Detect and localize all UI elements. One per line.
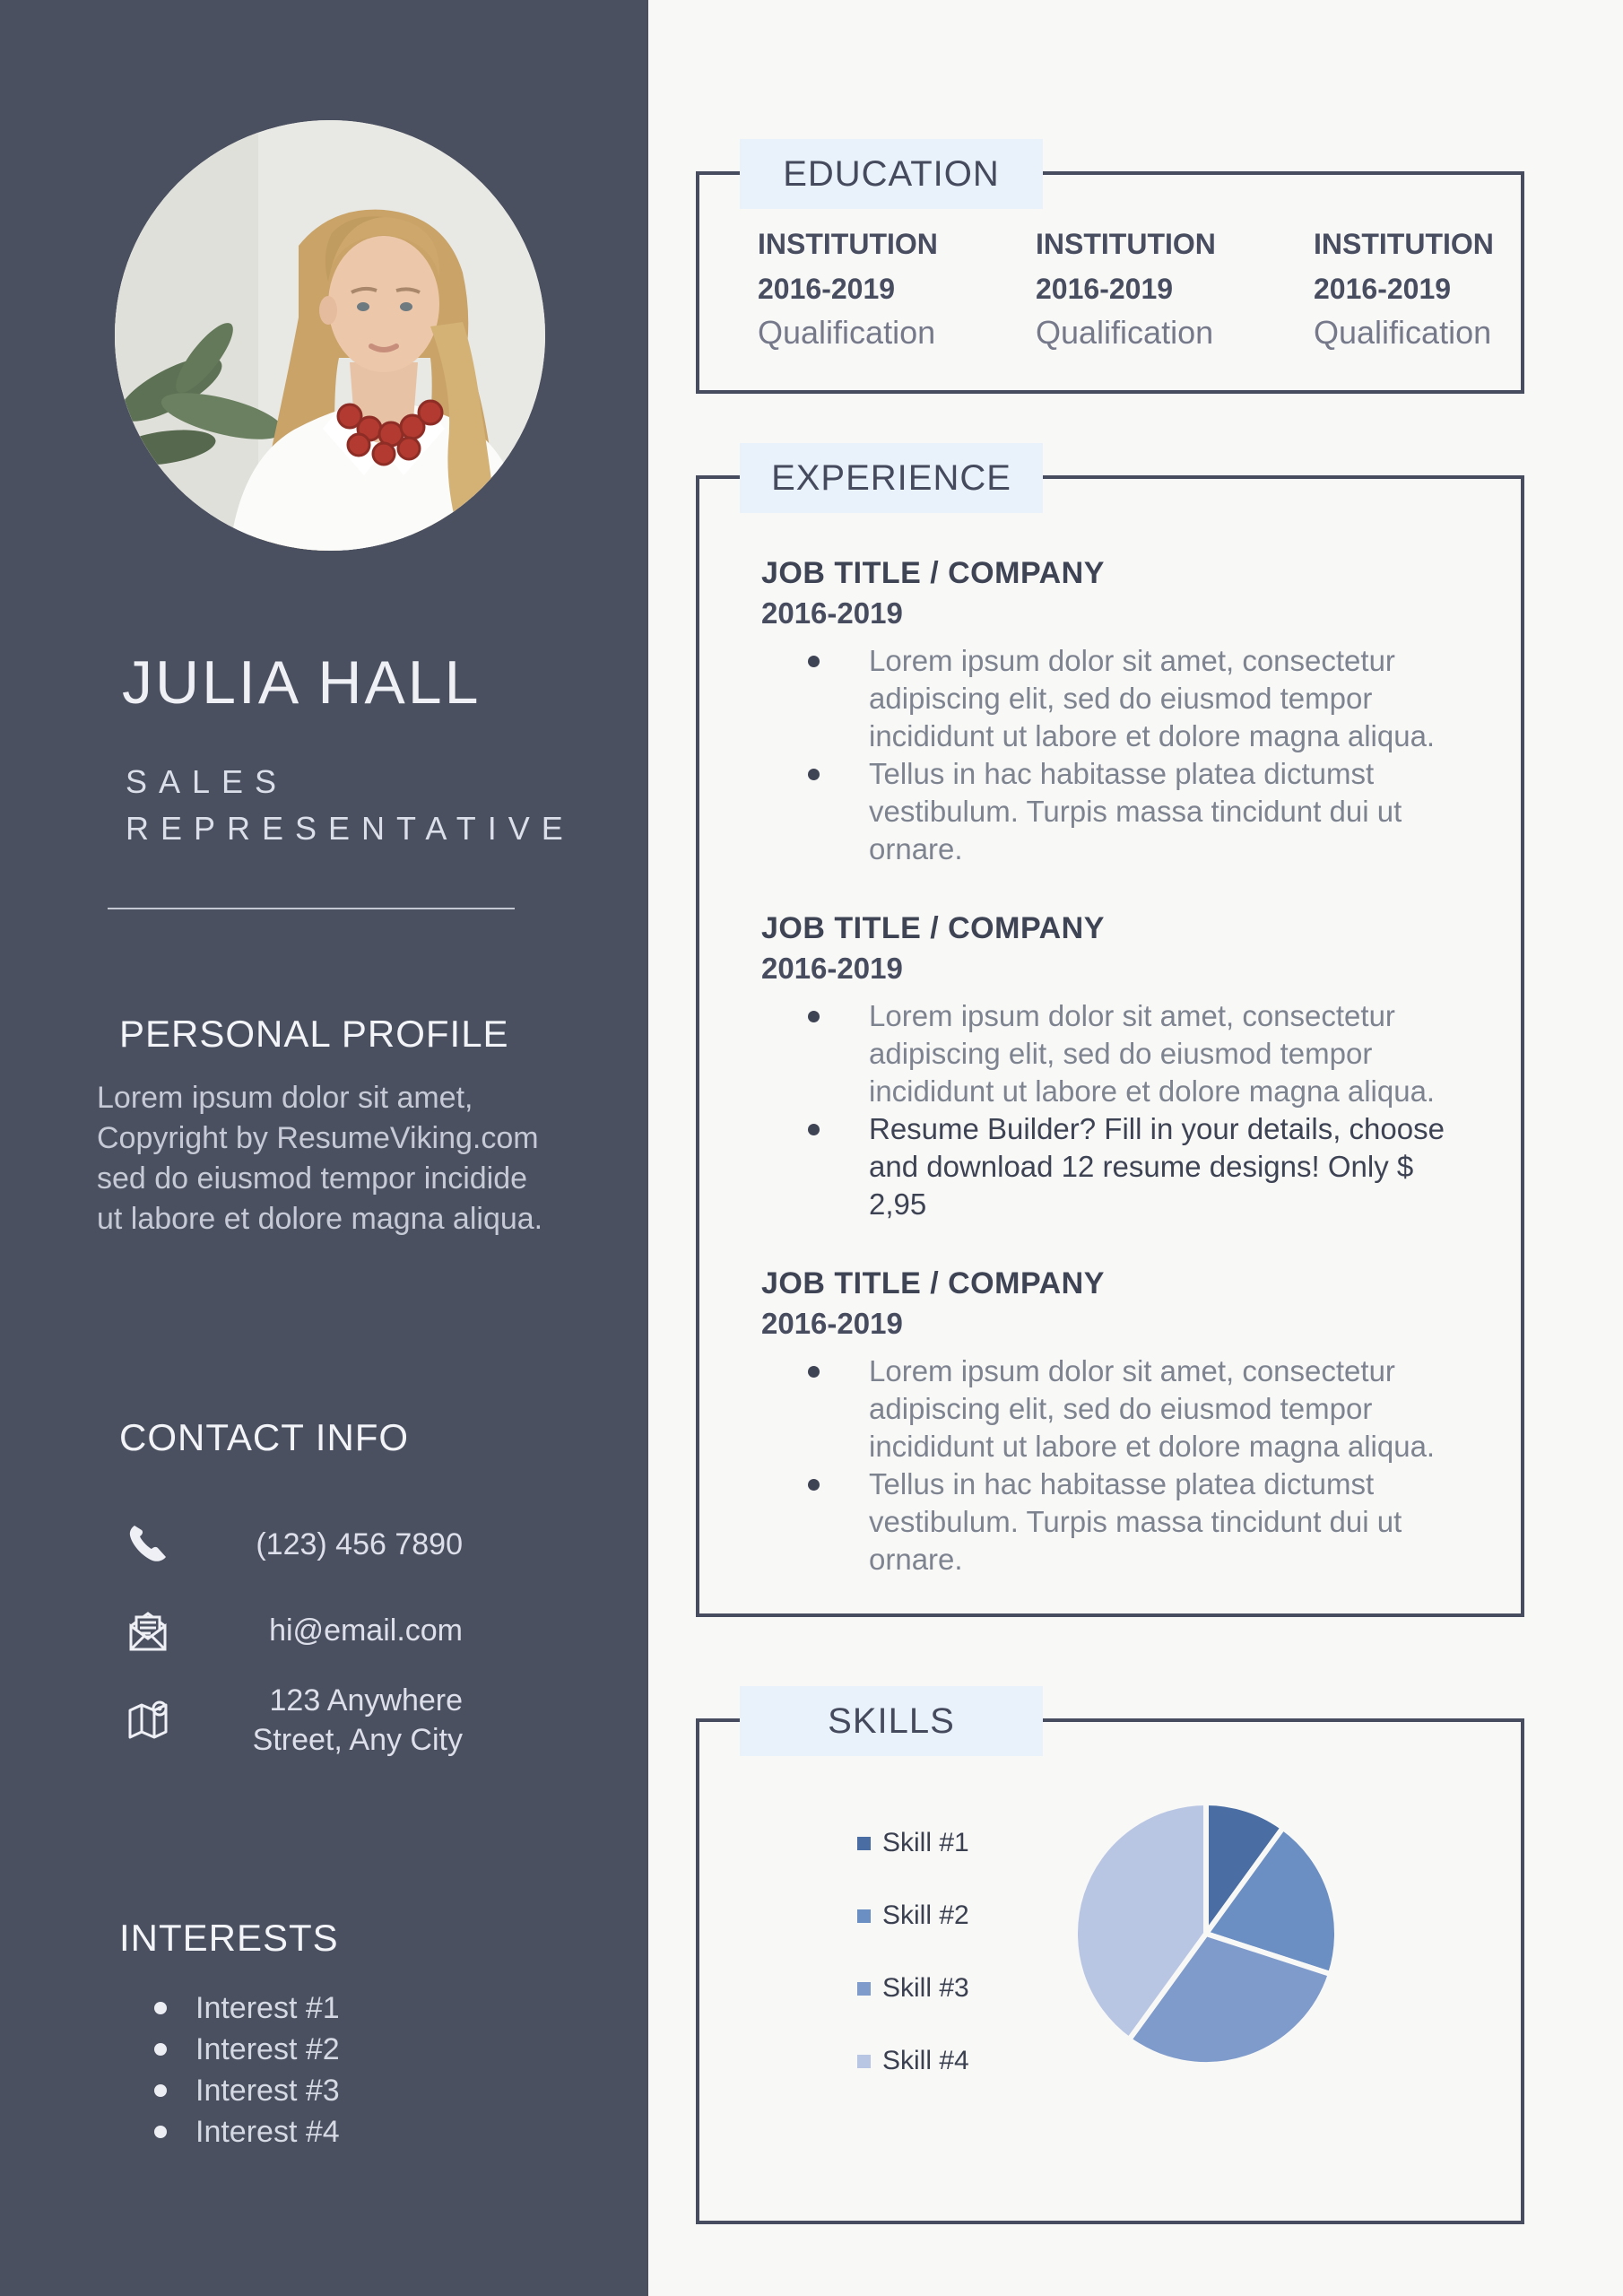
contact-info-heading: CONTACT INFO <box>119 1416 410 1458</box>
list-item: Interest #3 <box>154 2070 340 2111</box>
job-bullet-highlight: Resume Builder? Fill in your details, choose and download 12 resume designs! Only $ 2,95 <box>761 1110 1479 1223</box>
legend-item: Skill #2 <box>857 1902 969 1929</box>
legend-item: Skill #3 <box>857 1975 969 2002</box>
sidebar-divider <box>108 908 515 909</box>
experience-section-heading: EXPERIENCE <box>740 443 1043 513</box>
job-title: JOB TITLE / COMPANY <box>761 556 1105 590</box>
job-bullet: Tellus in hac habitasse platea dictumst vestibulum. Turpis massa tincidunt dui ut ornare. <box>761 755 1479 868</box>
education-entry: INSTITUTION 2016-2019 Qualification <box>1314 228 1494 351</box>
personal-profile-text: Lorem ipsum dolor sit amet, Copyright by ResumeViking.com sed do eiusmod tempor incidide ut labore et dolore magna aliqua. <box>97 1081 543 1236</box>
legend-swatch <box>857 1837 871 1850</box>
person-name: JULIA HALL <box>122 648 482 717</box>
person-job-title <box>126 759 575 852</box>
job-bullet: Lorem ipsum dolor sit amet, consectetur adipiscing elit, sed do eiusmod tempor incididunt ut labore et dolore magna aliqua. <box>761 1352 1479 1465</box>
list-item: Interest #2 <box>154 2029 340 2070</box>
contact-row-phone <box>124 1512 463 1577</box>
legend-swatch <box>857 1982 871 1996</box>
skills-legend <box>857 1830 969 2120</box>
legend-item: Skill #1 <box>857 1830 969 1857</box>
experience-jobs <box>761 552 1479 1618</box>
job-bullet: Lorem ipsum dolor sit amet, consectetur adipiscing elit, sed do eiusmod tempor incididunt ut labore et dolore magna aliqua. <box>761 997 1479 1110</box>
phone-value: (123) 456 7890 <box>256 1527 463 1561</box>
skills-section <box>696 1701 1524 2224</box>
job-title: JOB TITLE / COMPANY <box>761 1266 1105 1300</box>
contact-row-email <box>124 1598 463 1663</box>
legend-swatch <box>857 1909 871 1923</box>
job-bullets <box>761 1352 1479 1578</box>
email-envelope-icon <box>124 1606 172 1655</box>
email-value: hi@email.com <box>269 1613 463 1648</box>
job-period: 2016-2019 <box>761 596 903 630</box>
job-period: 2016-2019 <box>761 1307 903 1340</box>
list-item: Interest #1 <box>154 1987 340 2029</box>
list-item: Interest #4 <box>154 2111 340 2152</box>
contact-row-address <box>124 1675 463 1765</box>
interests-heading: INTERESTS <box>119 1917 339 1959</box>
phone-icon <box>124 1520 172 1569</box>
job-bullet: Lorem ipsum dolor sit amet, consectetur adipiscing elit, sed do eiusmod tempor incididunt ut labore et dolore magna aliqua. <box>761 642 1479 755</box>
education-entry: INSTITUTION 2016-2019 Qualification <box>758 228 938 351</box>
interests-list <box>154 1987 340 2152</box>
job-title-line2: REPRESENTATIVE <box>126 810 575 848</box>
education-section <box>696 154 1524 394</box>
job-bullets <box>761 997 1479 1223</box>
skills-pie-chart <box>1072 1799 1341 2068</box>
job-title: JOB TITLE / COMPANY <box>761 911 1105 945</box>
job-entry <box>761 1263 1479 1578</box>
job-title-line1: SALES <box>126 763 289 800</box>
sidebar <box>0 0 648 2296</box>
education-section-heading: EDUCATION <box>740 139 1043 209</box>
profile-photo <box>115 120 545 551</box>
legend-item: Skill #4 <box>857 2048 969 2074</box>
address-value: 123 Anywhere Street, Any City <box>252 1683 463 1757</box>
job-entry <box>761 552 1479 868</box>
job-bullets <box>761 642 1479 868</box>
job-bullet: Tellus in hac habitasse platea dictumst vestibulum. Turpis massa tincidunt dui ut ornare. <box>761 1465 1479 1578</box>
job-entry <box>761 908 1479 1223</box>
legend-swatch <box>857 2055 871 2068</box>
experience-section <box>696 458 1524 1617</box>
map-icon <box>124 1696 172 1744</box>
education-columns <box>758 222 1592 354</box>
job-period: 2016-2019 <box>761 952 903 985</box>
skills-section-heading: SKILLS <box>740 1686 1043 1756</box>
personal-profile-heading: PERSONAL PROFILE <box>119 1013 509 1055</box>
profile-photo-illustration <box>115 120 545 551</box>
education-entry: INSTITUTION 2016-2019 Qualification <box>1036 228 1216 351</box>
